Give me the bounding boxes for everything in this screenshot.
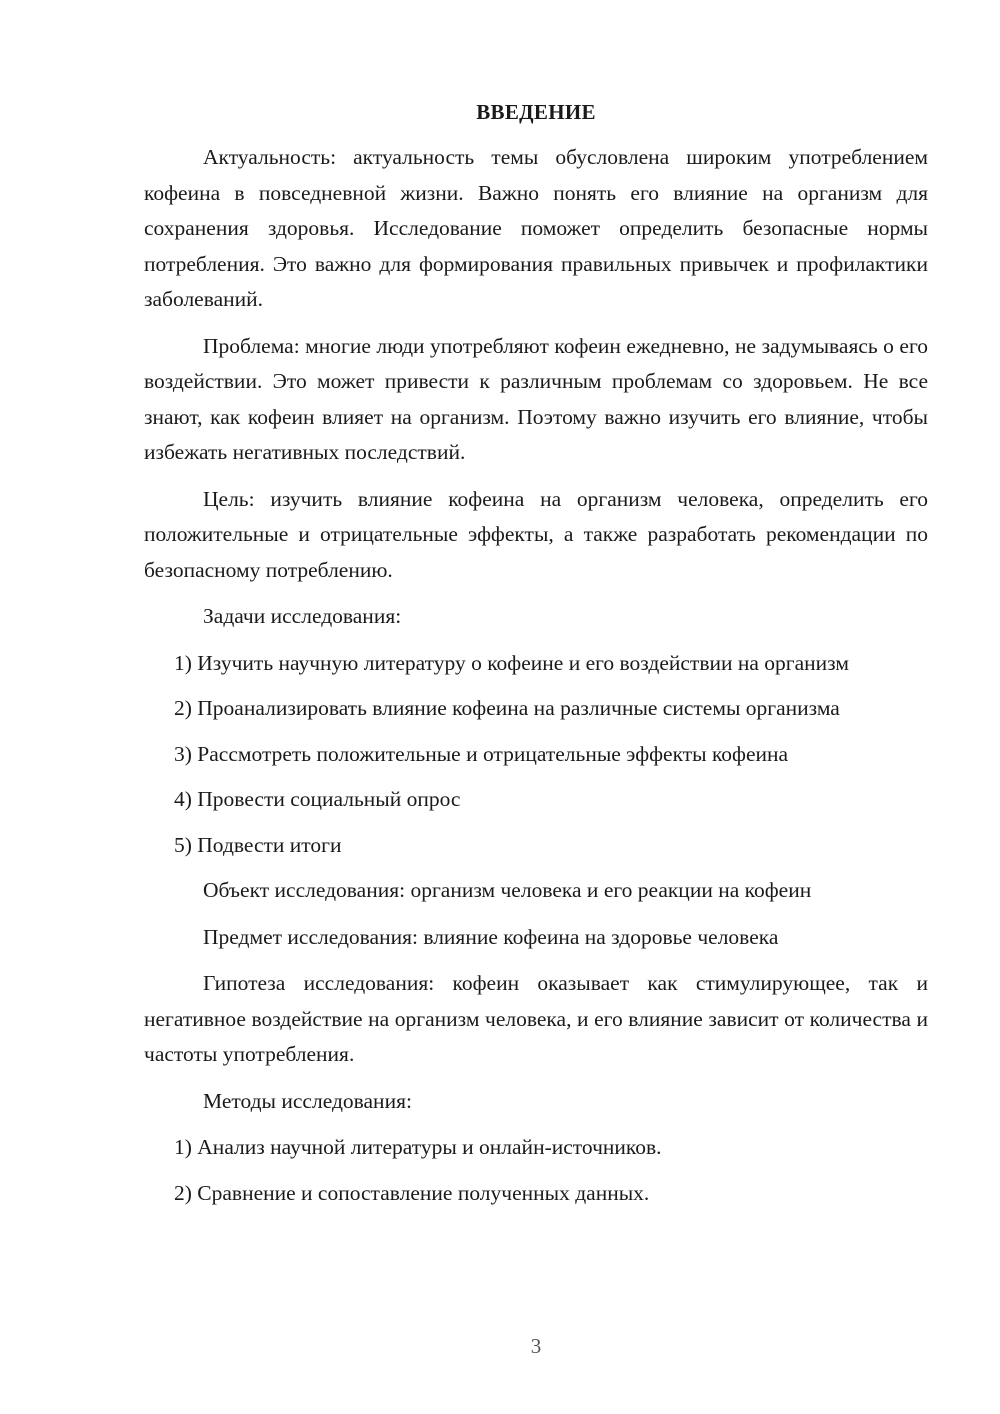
- page-content: [144, 96, 928, 1221]
- task-item-5: 5) Подвести итоги: [174, 832, 342, 857]
- page-number: 3: [530, 1334, 542, 1358]
- method-item-2: 2) Сравнение и сопоставление полученных данных.: [174, 1180, 650, 1205]
- paragraph-object: Объект исследования: организм человека и его реакции на кофеин: [203, 878, 812, 902]
- paragraph-hypothesis: Гипотеза исследования: кофеин оказывает как стимулирующее, так и негативное воздействие на организм человека, и его влияние зависит от количества и частоты употребления.: [144, 971, 928, 1066]
- paragraph-relevance: Актуальность: актуальность темы обусловлена широким употреблением кофеина в повседневной жизни. Важно понять его влияние на организм для сохранения здоровья. Исследование поможет определить безопасные нормы потребления. Это важно для формирования правильных привычек и профилактики заболеваний.: [144, 145, 928, 311]
- task-item-3: 3) Рассмотреть положительные и отрицательные эффекты кофеина: [174, 741, 789, 766]
- paragraph-subject: Предмет исследования: влияние кофеина на здоровье человека: [203, 924, 779, 949]
- paragraph-goal: Цель: изучить влияние кофеина на организм человека, определить его положительные и отрицательные эффекты, а также разработать рекомендации по безопасному потреблению.: [144, 486, 928, 582]
- section-title: ВВЕДЕНИЕ: [476, 100, 596, 124]
- methods-heading: Методы исследования:: [203, 1088, 412, 1113]
- tasks-heading: Задачи исследования:: [203, 604, 402, 628]
- task-item-4: 4) Провести социальный опрос: [174, 787, 461, 811]
- paragraph-problem: Проблема: многие люди употребляют кофеин ежедневно, не задумываясь о его воздействии. Это может привести к различным проблемам со здоровьем. Не все знают, как кофеин влияет на организм. Поэтому важно изучить его влияние, чтобы избежать негативных последствий.: [144, 333, 928, 464]
- method-item-1: 1) Анализ научной литературы и онлайн-источников.: [174, 1135, 662, 1159]
- task-item-1: 1) Изучить научную литературу о кофеине и его воздействии на организм: [174, 650, 849, 675]
- task-item-2: 2) Проанализировать влияние кофеина на различные системы организма: [174, 696, 840, 720]
